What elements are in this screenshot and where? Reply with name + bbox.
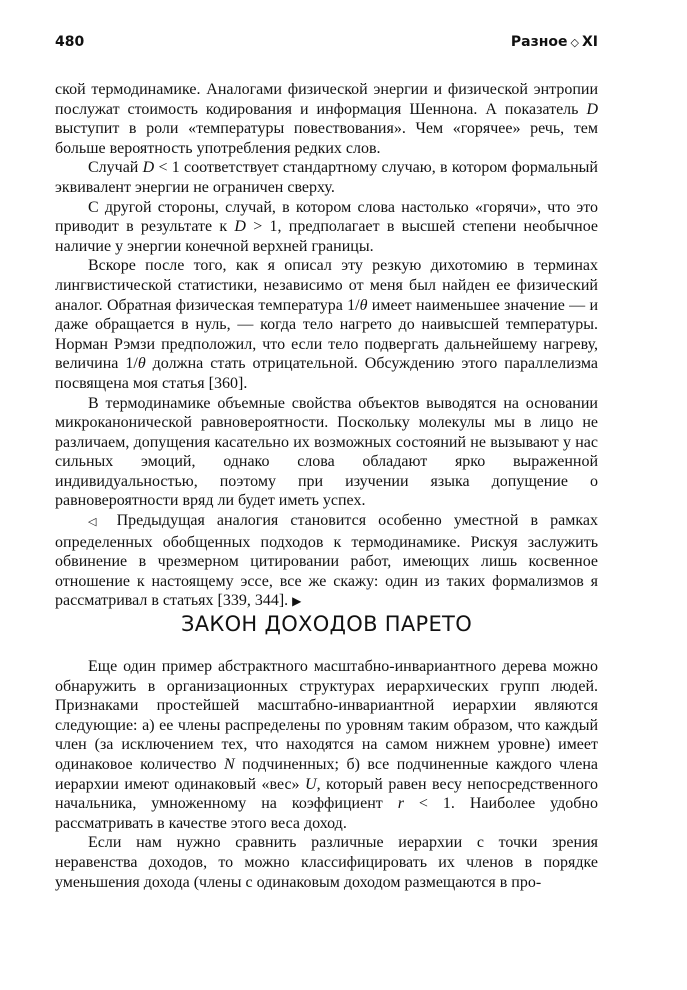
section-header <box>511 34 598 50</box>
page-number: 480 <box>55 34 85 50</box>
body-text-upper <box>55 80 598 612</box>
paragraph: ской термодинамике. Аналогами физической энергии и физической энтропии послужат стоимость кодирования и информация Шеннона. А показатель D выступит в роли «температуры повествования». Чем «горячее» речь, тем больше вероятность употребления редких слов. <box>55 81 598 157</box>
paragraph-aside: ◁ Предыдущая аналогия становится особенно уместной в рамках определенных обобщенных подходов к термодинамике. Рискуя заслужить обвинение в чрезмерном цитировании работ, имеющих лишь косвенное отношение к настоящему эссе, все же скажу: один из таких формализмов я рассматривал в статьях [339, 344]. ▶ <box>55 512 598 610</box>
body-text-lower <box>55 657 598 892</box>
running-head <box>55 34 598 58</box>
paragraph: С другой стороны, случай, в котором слова настолько «горячи», что это приводит в результате к D > 1, предполагает в высшей степени необычное наличие у энергии конечной верхней границы. <box>55 198 599 255</box>
diamond-icon: ◇ <box>570 36 579 49</box>
paragraph: Еще один пример абстрактного масштабно-инвариантного дерева можно обнаружить в организационных структурах иерархических групп людей. Признаками простейшей масштабно-инвариантной иерархии являются следующие: а) ее члены распределены по уровням таким образом, что каждый член (за исключением тех, что находятся на самом нижнем уровне) имеет одинаковое количество N подчиненных; б) все подчиненные каждого члена иерархии имеют одинаковый «вес» U, который равен весу непосредственного начальника, умноженному на коэффициент r < 1. Наиболее удобно рассматривать в качестве этого веса доход. <box>55 658 598 832</box>
paragraph: Вскоре после того, как я описал эту резкую дихотомию в терминах лингвистической статистики, независимо от меня был найден ее физический аналог. Обратная физическая температура 1/θ имеет наименьшее значение — и даже обращается в нуль, — когда тело нагрето до наивысшей температуры. Норман Рэмзи предположил, что если тело подвергать дальнейшему нагреву, величина 1/θ должна стать отрицательной. Обсуждению этого параллелизма посвящена моя статья [360]. <box>55 257 599 392</box>
paragraph: Случай D < 1 соответствует стандартному случаю, в котором формальный эквивалент энергии не ограничен сверху. <box>55 159 598 196</box>
section-name: Разное <box>510 34 568 50</box>
paragraph: В термодинамике объемные свойства объектов выводятся на основании микроканонической равновероятности. Поскольку молекулы мы в лицо не различаем, допущения касательно их возможных состояний не вызывают у нас сильных эмоций, однако слова обладают ярко выраженной индивидуальностью, поэтому при изучении языка допущение о равновероятности вряд ли будет иметь успех. <box>55 394 598 510</box>
chapter-title: ЗАКОН ДОХОДОВ ПАРЕТО <box>180 612 473 636</box>
paragraph: Если нам нужно сравнить различные иерархии с точки зрения неравенства доходов, то можно классифицировать их членов в порядке уменьшения дохода (члены с одинаковым доходом размещаются в про- <box>55 834 598 891</box>
chapter-roman-numeral: XI <box>581 34 598 50</box>
